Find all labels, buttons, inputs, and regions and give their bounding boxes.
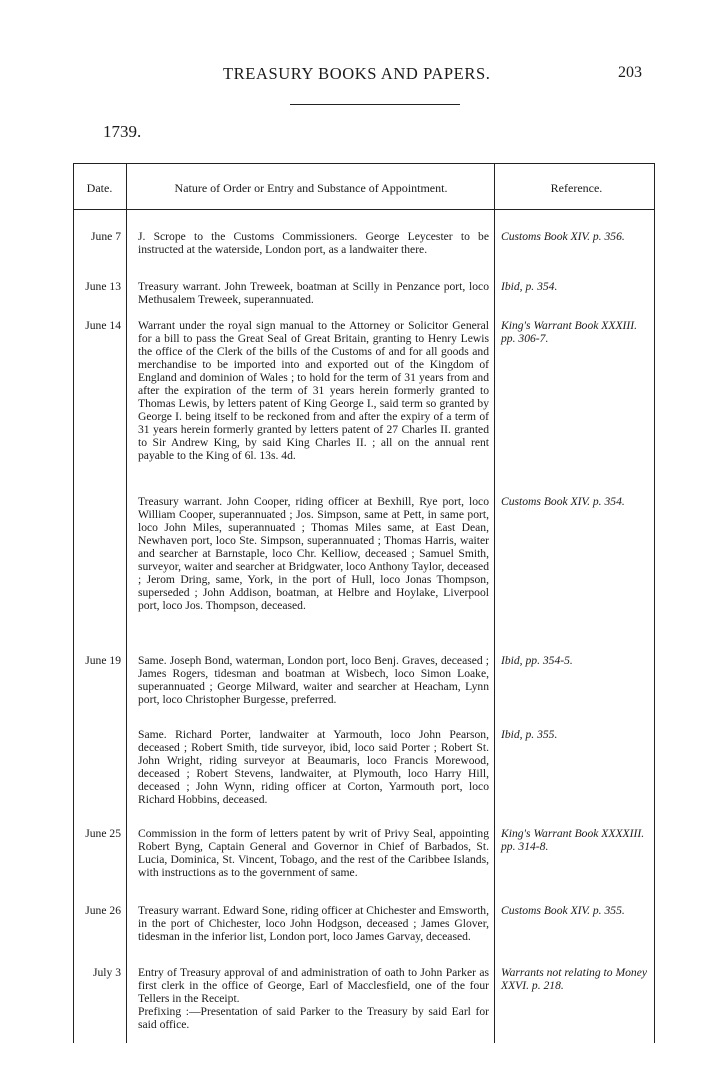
entry-text: Same. Joseph Bond, waterman, London port, loco Benj. Graves, deceased ; James Rogers, tidesman and boatman at Wisbech, loco Simon Loake, superannuated ; George Milward, waiter and searcher at Heacham, Lynn port, loco Christopher Burgesse, preferred.: [138, 654, 489, 706]
entry-date: June 25: [85, 827, 121, 840]
date-column-header: Date.: [86, 181, 113, 195]
entry-reference: [501, 319, 651, 345]
running-title: TREASURY BOOKS AND PAPERS.: [223, 64, 491, 83]
entry-reference: [501, 827, 651, 853]
reference-text: Customs Book XIV. p. 355.: [501, 904, 625, 917]
reference-text: Ibid, pp. 354-5.: [501, 654, 573, 667]
entry-date: June 14: [85, 319, 121, 332]
entry-reference: [501, 230, 651, 243]
page-number: 203: [618, 64, 642, 81]
table-header-rule: [73, 209, 655, 210]
entries-table: [73, 163, 655, 1043]
reference-column-rule: [494, 163, 495, 1043]
entry-date: July 3: [92, 966, 121, 979]
header-rule: [290, 104, 460, 105]
table-right-rule: [654, 163, 655, 1043]
reference-text: Ibid, p. 355.: [501, 728, 558, 741]
reference-text: King's Warrant Book XXXIII. pp. 306-7.: [501, 319, 638, 345]
reference-text: Warrants not relating to Money XXVI. p. 218.: [501, 966, 647, 992]
entry-text: Commission in the form of letters patent by writ of Privy Seal, appointing Robert Byng, Captain General and Governor in Chief of Barbados, St. Lucia, Dominica, St. Vincent, Tobago, and the rest of the Caribbee Islands, with instructions as to the government of same.: [138, 827, 489, 879]
entry-date: June 26: [85, 904, 121, 917]
year-heading: 1739.: [103, 122, 142, 141]
entry-text: Treasury warrant. Edward Sone, riding officer at Chichester and Emsworth, in the port of Chichester, loco John Hodgson, deceased ; James Glover, tidesman in the inferior list, London port, loco James Garvay, deceased.: [138, 904, 489, 943]
entry-date: June 7: [91, 230, 121, 243]
entry-text: Same. Richard Porter, landwaiter at Yarmouth, loco John Pearson, deceased ; Robert Smith, tide surveyor, ibid, loco said Porter ; Robert St. John Wright, riding surveyor at Beaumaris, loco Francis Morewood, deceased ; Robert Stevens, landwaiter, at Plymouth, loco Harry Hill, deceased ; John Wynn, riding officer at Corton, Yarmouth port, loco Richard Hobbins, deceased.: [138, 728, 489, 806]
entry-text: Warrant under the royal sign manual to the Attorney or Solicitor General for a bill to pass the Great Seal of Great Britain, granting to Henry Lewis the office of the Clerk of the bills of the Customs of and for all goods and merchandise to be imported into and exported out of the Kingdom of England and dominion of Wales ; to hold for the term of 31 years from and after the expiration of the term of 31 years herein formerly granted to Thomas Lewis, by letters patent of King George I., said term so granted by George I. being itself to be reckoned from and after the expiry of a term of 31 years herein formerly granted by letters patent of 27 Charles II. granted to Sir Andrew King, by said King Charles II. ; all on the annual rent payable to the King of 6l. 13s. 4d.: [138, 319, 489, 462]
entry-reference: [501, 495, 651, 508]
reference-text: King's Warrant Book XXXXIII. pp. 314-8.: [501, 827, 645, 853]
entry-text: [138, 966, 489, 1031]
entry-reference: [501, 966, 651, 992]
date-column-rule: [126, 163, 127, 1043]
reference-text: Ibid, p. 354.: [501, 280, 558, 293]
entry-text: J. Scrope to the Customs Commissioners. George Leycester to be instructed at the waterside, London port, as a landwaiter there.: [138, 230, 489, 256]
table-top-rule: [73, 163, 655, 164]
entry-text: Treasury warrant. John Treweek, boatman at Scilly in Penzance port, loco Methusalem Treweek, superannuated.: [138, 280, 489, 306]
entry-text: Treasury warrant. John Cooper, riding officer at Bexhill, Rye port, loco William Cooper, superannuated ; Jos. Simpson, same at Pett, in same port, loco John Miles, superannuated ; Thomas Miles same, at East Dean, Newhaven port, loco Ste. Simpson, superannuated ; Thomas Harris, waiter and searcher at Barnstaple, loco Chr. Kelliow, deceased ; Samuel Smith, surveyor, waiter and searcher at Bridgwater, loco Anthony Taylor, deceased ; Jerom Dring, same, York, in the port of Hull, loco Jonas Thompson, superseded ; John Addison, boatman, at Helbre and Hoylake, Liverpool port, loco Jos. Thompson, deceased.: [138, 495, 489, 612]
page-header: [0, 64, 721, 88]
entry-reference: [501, 654, 651, 667]
reference-column-header: Reference.: [550, 181, 603, 195]
entry-reference: [501, 280, 651, 293]
reference-text: Customs Book XIV. p. 356.: [501, 230, 625, 243]
entry-note-text: Prefixing :—Presentation of said Parker to the Treasury by said Earl for said office.: [138, 1005, 489, 1031]
entry-date: June 19: [85, 654, 121, 667]
entry-reference: [501, 904, 651, 917]
entry-date: June 13: [85, 280, 121, 293]
entry-main-text: Entry of Treasury approval of and administration of oath to John Parker as first clerk in the office of George, Earl of Macclesfield, one of the four Tellers in the Receipt.: [138, 966, 489, 1005]
entry-reference: [501, 728, 651, 741]
reference-text: Customs Book XIV. p. 354.: [501, 495, 625, 508]
nature-column-header: Nature of Order or Entry and Substance of Appointment.: [174, 181, 448, 195]
